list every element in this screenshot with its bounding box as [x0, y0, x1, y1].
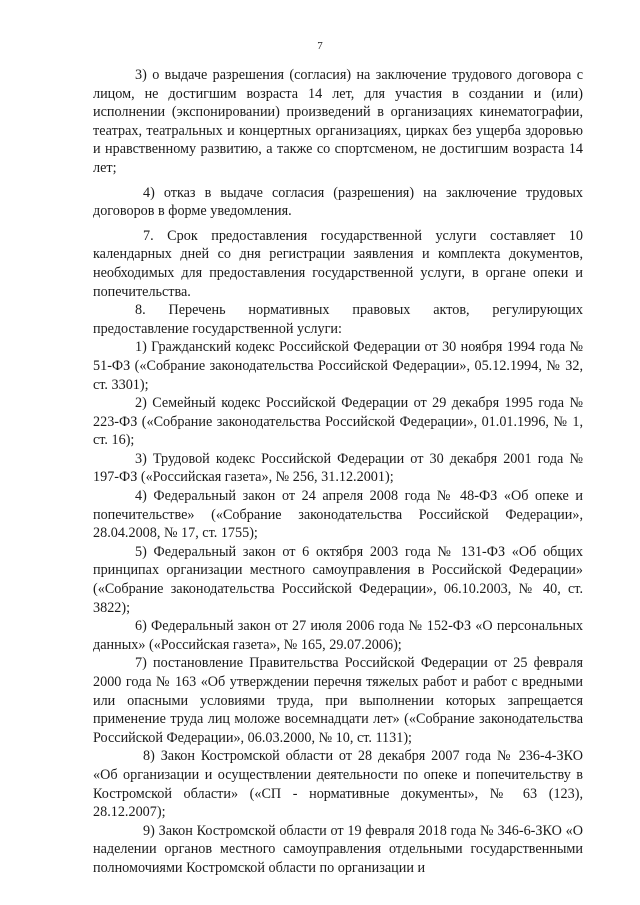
paragraph-item-3-issue-permission: 3) о выдаче разрешения (согласия) на заключение трудового договора с лицом, не достигшим возраста 14 лет, для участия в создании и (или) исполнении (экспонировании) произведений в организациях кинематографии, театрах, театральных и концертных организациях, цирках без ущерба здоровью и нравственному развитию, а также со спортсменом, не достигшим возраста 14 лет; [93, 67, 583, 176]
list-item-kostroma-law-2007: 8) Закон Костромской области от 28 декабря 2007 года № 236-4-ЗКО «Об организации и осуществлении деятельности по опеке и попечительству в Костромской области» («СП - нормативные документы», № 63 (123), 28.12.2007); [93, 748, 583, 821]
list-item-family-code: 2) Семейный кодекс Российской Федерации от 29 декабря 1995 года № 223-ФЗ («Собрание законодательства Российской Федерации», 01.01.1996, № 1, ст. 16); [93, 395, 583, 449]
list-item-government-resolution: 7) постановление Правительства Российской Федерации от 25 февраля 2000 года № 163 «Об утверждении перечня тяжелых работ и работ с вредными или опасными условиями труда, при выполнении которых запрещается применение труда лиц моложе восемнадцати лет» («Собрание законодательства Российской Федерации», 06.03.2000, № 10, ст. 1131); [93, 655, 583, 746]
page-number: 7 [317, 40, 323, 52]
list-item-local-government-law: 5) Федеральный закон от 6 октября 2003 года № 131-ФЗ «Об общих принципах организации местного самоуправления в Российской Федерации» («Собрание законодательства Российской Федерации», 06.10.2003, № 40, ст. 3822); [93, 543, 583, 616]
list-item-civil-code: 1) Гражданский кодекс Российской Федерации от 30 ноября 1994 года № 51-ФЗ («Собрание законодательства Российской Федерации», 05.12.1994, № 32, ст. 3301); [93, 339, 583, 393]
paragraph-item-4-refusal: 4) отказ в выдаче согласия (разрешения) на заключение трудовых договоров в форме уведомления. [93, 184, 583, 220]
paragraph-section-8-legal-acts: 8. Перечень нормативных правовых актов, регулирующих предоставление государственной услуги: [93, 302, 583, 337]
list-item-guardianship-law: 4) Федеральный закон от 24 апреля 2008 года № 48-ФЗ «Об опеке и попечительстве» («Собрание законодательства Российской Федерации», 28.04.2008, № 17, ст. 1755); [93, 488, 583, 542]
list-item-personal-data-law: 6) Федеральный закон от 27 июля 2006 года № 152-ФЗ «О персональных данных» («Российская газета», № 165, 29.07.2006); [93, 618, 583, 653]
list-item-labor-code: 3) Трудовой кодекс Российской Федерации от 30 декабря 2001 года № 197-ФЗ («Российская газета», № 256, 31.12.2001); [93, 450, 583, 486]
list-item-kostroma-law-2018: 9) Закон Костромской области от 19 февраля 2018 года № 346-6-ЗКО «О наделении органов местного самоуправления отдельными государственными полномочиями Костромской области по организации и [93, 822, 583, 876]
document-body [93, 66, 583, 878]
paragraph-section-7-service-term: 7. Срок предоставления государственной услуги составляет 10 календарных дней со дня регистрации заявления и комплекта документов, необходимых для предоставления государственной услуги, в органе опеки и попечительства. [93, 227, 583, 300]
